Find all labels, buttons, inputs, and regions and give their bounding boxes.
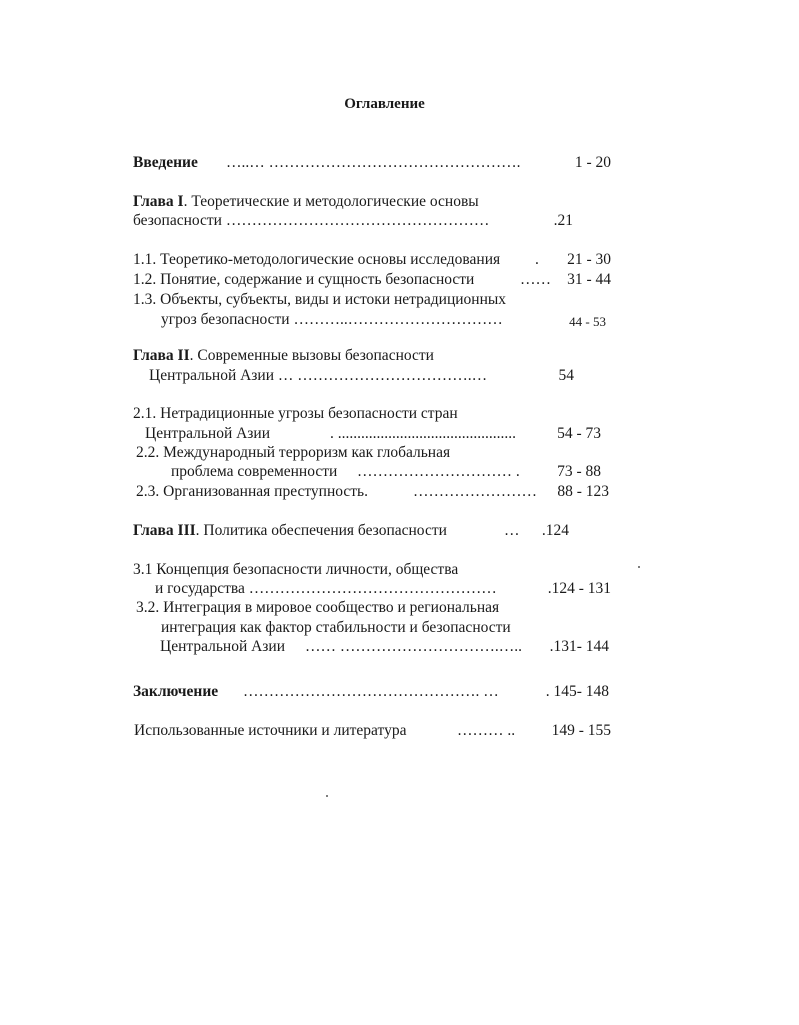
s22-cont: проблема современности: [171, 463, 338, 480]
ch3-pages: .124: [541, 522, 569, 539]
s31-cont: и государства …………………………………………: [155, 580, 497, 597]
ch2-cont: Центральной Азии … …………………………….…: [149, 367, 488, 384]
intro-leader: …..… ………………………………………….: [226, 154, 521, 171]
s23-text: 2.3. Организованная преступность.: [136, 483, 368, 500]
sources-text: Использованные источники и литература: [134, 722, 407, 739]
s23-pages: 88 - 123: [557, 483, 609, 500]
s23-leader: ……………………: [413, 483, 537, 500]
scan-speck: [326, 795, 328, 797]
s12-text: 1.2. Понятие, содержание и сущность безопасности: [133, 271, 475, 288]
ch3-leader: …: [504, 522, 520, 539]
ch2-pages: 54: [558, 367, 574, 384]
sources-leader: ……… ..: [457, 722, 516, 739]
s21-pages: 54 - 73: [557, 425, 601, 442]
s12-leader: ……: [520, 271, 551, 288]
s22-pages: 73 - 88: [557, 463, 601, 480]
ch3-title: . Политика обеспечения безопасности: [195, 522, 447, 539]
s32-cont2: Центральной Азии: [160, 638, 286, 655]
s21-text: 2.1. Нетрадиционные угрозы безопасности стран: [133, 405, 458, 422]
ch2-title: . Современные вызовы безопасности: [189, 347, 434, 364]
ch2-label: Глава II: [133, 347, 190, 364]
s32-leader: …… ………………………….…..: [305, 638, 522, 655]
page-title: Оглавление: [344, 96, 425, 112]
s13-cont: угроз безопасности ………..…………………………: [161, 311, 503, 328]
s32-pages: .131- 144: [549, 638, 609, 655]
intro-label: Введение: [133, 154, 198, 171]
ch1-cont: безопасности ……………………………………………: [133, 212, 490, 229]
s32-cont: интеграция как фактор стабильности и безопасности: [161, 619, 511, 636]
conclusion-leader: ………………………………………. …: [243, 683, 499, 700]
s12-pages: 31 - 44: [567, 271, 611, 288]
s31-pages: .124 - 131: [547, 580, 611, 597]
s13-pages: 44 - 53: [569, 314, 606, 329]
intro-pages: 1 - 20: [574, 154, 611, 171]
s32-text: 3.2. Интеграция в мировое сообщество и региональная: [136, 599, 500, 616]
ch1-title: . Теоретические и методологические основы: [183, 193, 479, 210]
conclusion-label: Заключение: [133, 683, 219, 700]
s22-text: 2.2. Международный терроризм как глобальная: [136, 444, 451, 461]
s21-cont: Центральной Азии: [145, 425, 271, 442]
ch1-label: Глава I: [133, 193, 184, 210]
s11-pages: 21 - 30: [567, 251, 611, 268]
conclusion-pages: . 145- 148: [545, 683, 609, 700]
s22-leader: ………………………… .: [357, 463, 520, 480]
scan-speck: [638, 566, 640, 568]
ch3-label: Глава III: [133, 522, 196, 539]
s11-leader: .: [535, 251, 539, 268]
s31-text: 3.1 Концепция безопасности личности, общества: [133, 561, 459, 578]
sources-pages: 149 - 155: [551, 722, 611, 739]
s11-text: 1.1. Теоретико-методологические основы исследования: [133, 251, 501, 268]
s21-leader: . ..............................................: [330, 425, 516, 442]
ch1-pages: .21: [553, 212, 573, 229]
s13-text: 1.3. Объекты, субъекты, виды и истоки нетрадиционных: [133, 291, 507, 308]
